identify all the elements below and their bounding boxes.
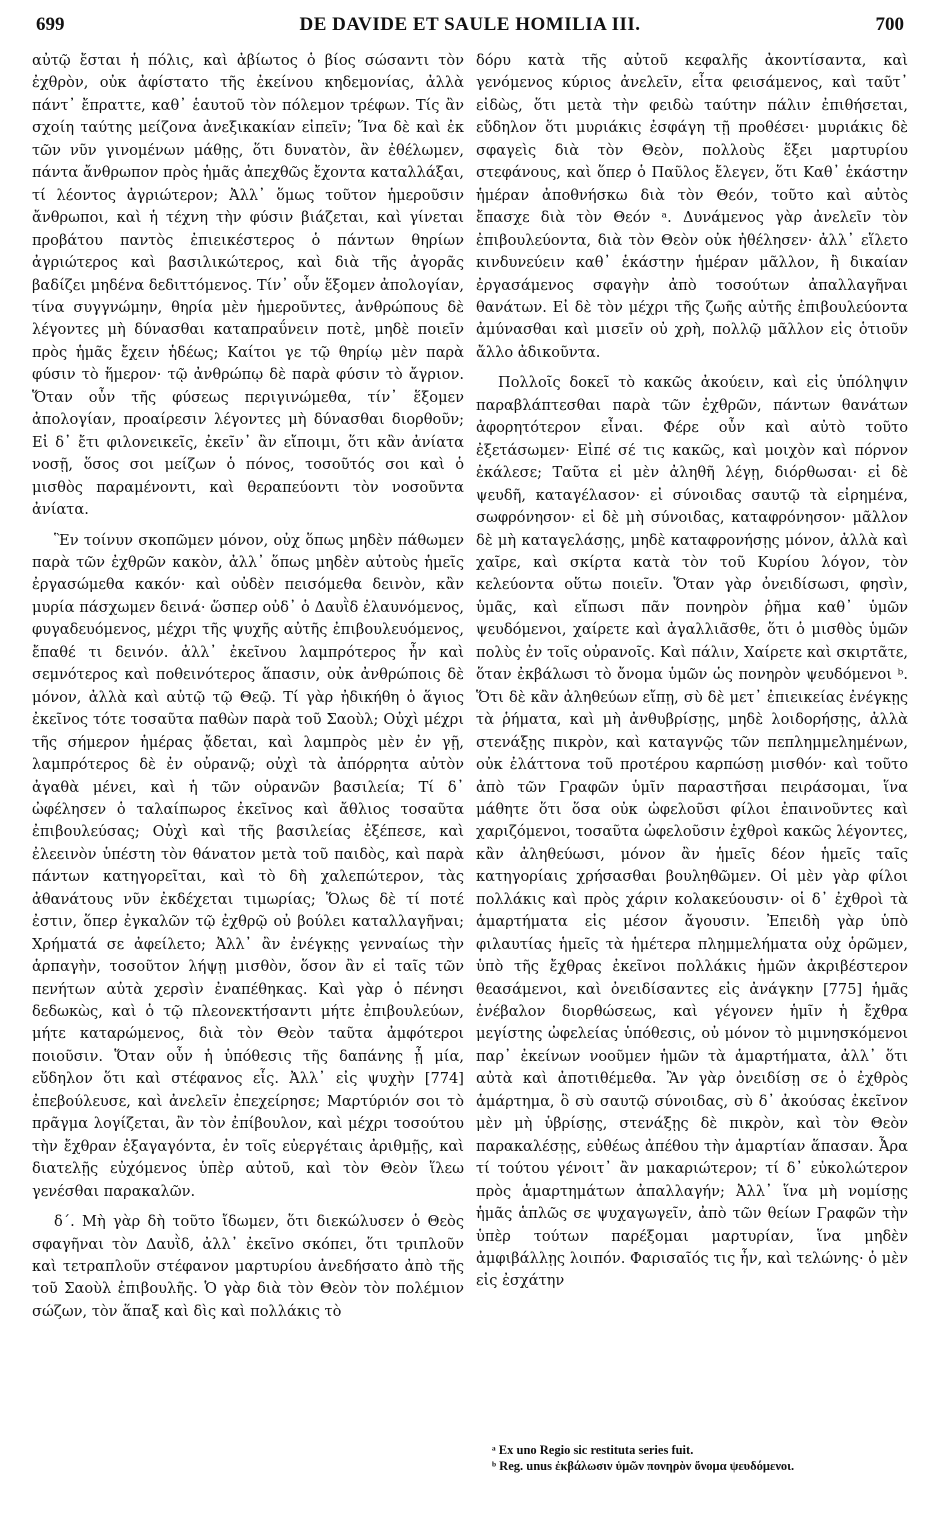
right-column bbox=[476, 50, 908, 1293]
footnote: ᵃ Ex uno Regio sic restituta series fuit. bbox=[492, 1443, 694, 1457]
paragraph: δόρυ κατὰ τῆς αὐτοῦ κεφαλῆς ἀκοντίσαντα, καὶ γενόμενος κύριος ἀνελεῖν, εἶτα φεισάμενος, καὶ ταῦτ᾽ εἰδὼς, ὅτι μετὰ τὴν φειδὼ ταύτην πάλιν ἐπιθήσεται, εὔδηλον ὅτι μυριάκις ἐσφάγη τῇ προθέσει· μυριάκις δὲ σφαγεὶς διὰ τὸν Θεὸν, πολλοὺς ἕξει μαρτυρίου στεφάνους, καὶ ὅπερ ὁ Παῦλος ἔλεγεν, ὅτι Καθ᾽ ἑκάστην ἡμέραν ἀποθνήσκω διὰ τὸν Θεόν, τοῦτο καὶ αὐτὸς ἔπασχε διὰ τὸν Θεόν ᵃ. Δυνάμενος γὰρ ἀνελεῖν τὸν ἐπιβουλεύοντα, διὰ τὸν Θεὸν οὐκ ἠθέλησεν· ἀλλ᾽ εἵλετο κινδυνεύειν καθ᾽ ἑκάστην ἡμέραν μᾶλλον, ἢ δικαίαν ἐργασάμενος σφαγὴν ἀπὸ τοσούτων ἀπαλλαγῆναι θανάτων. Εἰ δὲ τὸν μέχρι τῆς ζωῆς αὐτῆς ἐπιβουλεύοντα ἀμύνασθαι καὶ μισεῖν οὐ χρὴ, πολλῷ μᾶλλον εἰς ὁτιοῦν ἄλλο ἀδικοῦντα. bbox=[476, 52, 908, 361]
paragraph: Πολλοῖς δοκεῖ τὸ κακῶς ἀκούειν, καὶ εἰς ὑπόληψιν παραβλάπτεσθαι παρὰ τῶν ἐχθρῶν, πάντων θανάτων ἀφορητότερον εἶναι. Φέρε οὖν καὶ αὐτὸ τοῦτο ἐξετάσωμεν· Εἰπέ σέ τις κακῶς, καὶ μοιχὸν καὶ πόρνον ἐκάλεσε; Ταῦτα εἰ μὲν ἀληθῆ λέγῃ, διόρθωσαι· εἰ δὲ ψευδῆ, καταγέλασον· εἰ σύνοιδας σαυτῷ τὰ εἰρημένα, σωφρόνησον· εἰ δὲ μὴ σύνοιδας, καταφρόνησον· μᾶλλον δὲ μὴ καταγελάσῃς, μηδὲ καταφρονήσῃς μόνον, ἀλλὰ καὶ χαῖρε, καὶ σκίρτα κατὰ τὸν τοῦ Κυρίου λόγον, τὸν κελεύοντα οὕτω ποιεῖν. Ὅταν γὰρ ὀνειδίσωσι, φησὶν, ὑμᾶς, καὶ εἴπωσι πᾶν πονηρὸν ῥῆμα καθ᾽ ὑμῶν ψευδόμενοι, χαίρετε καὶ ἀγαλλιᾶσθε, ὅτι ὁ μισθὸς ὑμῶν πολὺς ἐν τοῖς οὐρανοῖς. Καὶ πάλιν, Χαίρετε καὶ σκιρτᾶτε, ὅταν ἐκβάλωσι τὸ ὄνομα ὑμῶν ὡς πονηρὸν ψευδόμενοι ᵇ. Ὅτι δὲ κἂν ἀληθεύων εἴπῃ, σὺ δὲ μετ᾽ ἐπιεικείας ἐνέγκῃς τὰ ῥήματα, καὶ μὴ ἀνθυβρίσῃς, μηδὲ λοιδορήσῃς, ἀλλὰ στενάξῃς πικρὸν, καὶ καταγνῷς τῶν πεπλημμελημένων, οὐκ ἐλάττονα τοῦ προτέρου καρπώσῃ μισθόν· καὶ τοῦτο ἀπὸ τῶν Γραφῶν ὑμῖν παραστῆσαι πειράσομαι, ἵνα μάθητε ὅτι ὅσα οὐκ ὠφελοῦσι φίλοι ἐπαινοῦντες καὶ χαριζόμενοι, τοσαῦτα ὠφελοῦσιν ἐχθροὶ κακῶς λέγοντες, κἂν ἀληθεύωσι, μόνον ἂν ἡμεῖς δέον ἡμεῖς ταῖς κατηγορίαις χρήσασθαι βουληθῶμεν. Οἱ μὲν γὰρ φίλοι πολλάκις καὶ πρὸς χάριν κολακεύουσιν· οἱ δ᾽ ἐχθροὶ τὰ ἁμαρτήματα εἰς μέσον ἄγουσιν. Ἐπειδὴ γὰρ ὑπὸ φιλαυτίας ἡμεῖς τὰ ἡμέτερα πλημμελήματα οὐχ ὁρῶμεν, ὑπὸ τῆς ἔχθρας ἐκεῖνοι πολλάκις ἡμῶν ἀκριβέστερον θεασάμενοι, καὶ ὀνειδίσαντες εἰς ἀνάγκην [775] ἡμᾶς ἐνέβαλον διορθώσεως, καὶ γέγονεν ἡμῖν ἡ ἔχθρα μεγίστης ὠφελείας ὑπόθεσις, οὐ μόνον τὸ μιμνησκόμενοι παρ᾽ ἐκείνων νοοῦμεν ἡμῶν τὰ ἁμαρτήματα, ἀλλ᾽ ὅτι αὐτὰ καὶ ἀποτιθέμεθα. Ἂν γὰρ ὀνειδίσῃ σε ὁ ἐχθρὸς ἁμάρτημα, ὃ σὺ σαυτῷ σύνοιδας, σὺ δ᾽ ἀκούσας ἐκεῖνον μὲν μὴ ὑβρίσῃς, στενάξῃς δὲ πικρὸν, καὶ τὸν Θεὸν παρακαλέσῃς, εὐθέως ἀπέθου τὴν ἁμαρτίαν ἅπασαν. Ἆρα τί τούτου γένοιτ᾽ ἂν μακαριώτερον; τί δ᾽ εὐκολώτερον πρὸς ἁμαρτημάτων ἀπαλλαγήν; Ἀλλ᾽ ἵνα μὴ νομίσῃς ἡμᾶς ἁπλῶς σε ψυχαγωγεῖν, ἀπὸ τῶν θείων Γραφῶν τὴν ὑπὲρ τούτων παρέξομαι μαρτυρίαν, ἵνα μηδὲν ἀμφιβάλλῃς λοιπόν. Φαρισαῖός τις ἦν, καὶ τελώνης· ὁ μὲν εἰς ἐσχάτην bbox=[476, 374, 908, 1290]
page-number-left: 699 bbox=[36, 14, 65, 35]
footnote: ᵇ Reg. unus ἐκβάλωσιν ὑμῶν πονηρὸν ὄνομα ψευδόμενοι. bbox=[492, 1459, 795, 1473]
running-title: DE DAVIDE ET SAULE HOMILIA III. bbox=[299, 14, 641, 35]
paragraph: αὐτῷ ἔσται ἡ πόλις, καὶ ἀβίωτος ὁ βίος σώσαντι τὸν ἐχθρὸν, οὐκ ἀφίστατο τῆς ἐκείνου κηδεμονίας, ἀλλὰ πάντ᾽ ἔπραττε, καθ᾽ ἑαυτοῦ τὸν πόλεμον τρέφων. Τίς ἂν σχοίη ταύτης μείζονα ἀνεξικακίαν εἰπεῖν; Ἵνα δὲ καὶ ἐκ τῶν νῦν γινομένων μάθῃς, ὅτι δυνατὸν, ἂν ἐθέλωμεν, πάντα ἄνθρωπον πρὸς ἡμᾶς ἀπεχθῶς ἔχοντα καταλλάξαι, τί λέοντος ἀγριώτερον; Ἀλλ᾽ ὅμως τοῦτον ἡμεροῦσιν ἄνθρωποι, καὶ ἡ τέχνη τὴν φύσιν βιάζεται, καὶ γίνεται προβάτου παντὸς ἐπιεικέστερος ὁ πάντων θηρίων ἀγριώτερος καὶ βασιλικώτερος, καὶ διὰ τῆς ἀγορᾶς βαδίζει μηδένα δεδιττόμενος. Τίν᾽ οὖν ἕξομεν ἀπολογίαν, τίνα συγγνώμην, θηρία μὲν ἡμεροῦντες, ἀνθρώπους δὲ λέγοντες μὴ δύνασθαι καταπραΰνειν ποτὲ, μηδὲ ποιεῖν πρὸς ἡμᾶς ἔχειν ἡδέως; Καίτοι γε τῷ θηρίῳ μὲν παρὰ φύσιν τὸ ἥμερον· τῷ ἀνθρώπῳ δὲ παρὰ φύσιν τὸ ἄγριον. Ὅταν οὖν τῆς φύσεως περιγινώμεθα, τίν᾽ ἕξομεν ἀπολογίαν, προαίρεσιν λέγοντες μὴ δύνασθαι διορθοῦν; Εἰ δ᾽ ἔτι φιλονεικεῖς, ἐκεῖν᾽ ἂν εἴποιμι, ὅτι κἂν ἀνίατα νοσῇ, ὅσος σοι μείζων ὁ πόνος, τοσοῦτός σοι καὶ ὁ μισθὸς παραμένοντι, καὶ θεραπεύοντι τὸν νοσοῦντα ἀνίατα. bbox=[32, 52, 464, 519]
left-column bbox=[32, 50, 464, 1323]
footnotes bbox=[492, 1442, 904, 1474]
section-paragraph: δ΄. Μὴ γὰρ δὴ τοῦτο ἴδωμεν, ὅτι διεκώλυσεν ὁ Θεὸς σφαγῆναι τὸν Δαυῒδ, ἀλλ᾽ ἐκεῖνο σκόπει, ὅτι τριπλοῦν καὶ τετραπλοῦν στέφανον μαρτυρίου ἀνεδήσατο ἀπὸ τῆς τοῦ Σαοὺλ ἐπιβουλῆς. Ὁ γὰρ διὰ τὸν Θεὸν τὸν πολέμιον σώζων, τὸν ἅπαξ καὶ δὶς καὶ πολλάκις τὸ bbox=[32, 1213, 464, 1320]
paragraph: Ἓν τοίνυν σκοπῶμεν μόνον, οὐχ ὅπως μηδὲν πάθωμεν παρὰ τῶν ἐχθρῶν κακὸν, ἀλλ᾽ ὅπως μηδὲν αὐτοὺς ἡμεῖς ἐργασώμεθα κακόν· καὶ οὐδὲν πεισόμεθα δεινὸν, κἂν μυρία πάσχωμεν δεινά· ὥσπερ οὐδ᾽ ὁ Δαυῒδ ἐλαυνόμενος, φυγαδευόμενος, μέχρι τῆς ψυχῆς αὐτῆς ἐπιβουλευόμενος, ἔπαθέ τι δεινόν. ἀλλ᾽ ἐκεῖνου λαμπρότερος ἦν καὶ σεμνότερος καὶ ποθεινότερος ἅπασιν, οὐκ ἀνθρώποις δὲ μόνον, ἀλλὰ καὶ αὐτῷ τῷ Θεῷ. Τί γὰρ ἠδικήθη ὁ ἅγιος ἐκεῖνος τότε τοσαῦτα παθὼν παρὰ τοῦ Σαοὺλ; Οὐχὶ μέχρι τῆς σήμερον ἡμέρας ᾄδεται, καὶ λαμπρὸς μὲν ἐν γῇ, λαμπρότερος δὲ ἐν οὐρανῷ; οὐχὶ τὰ ἀπόρρητα αὐτὸν ἀγαθὰ μένει, καὶ ἡ τῶν οὐρανῶν βασιλεία; Τί δ᾽ ὠφέλησεν ὁ ταλαίπωρος ἐκεῖνος καὶ ἄθλιος τοσαῦτα ἐπιβουλεύσας; Οὐχὶ καὶ τῆς βασιλείας ἐξέπεσε, καὶ ἐλεεινὸν ὑπέστη τὸν θάνατον μετὰ τοῦ παιδὸς, καὶ παρὰ πάντων κατηγορεῖται, καὶ τὸ δὴ χαλεπώτερον, τὰς ἀθανάτους νῦν ἐκδέχεται τιμωρίας; Ὅλως δὲ τί ποτέ ἐστιν, ὅπερ ἐγκαλῶν τῷ ἐχθρῷ οὐ βούλει καταλλαγῆναι; Χρήματά σε ἀφείλετο; Ἀλλ᾽ ἂν ἐνέγκῃς γενναίως τὴν ἁρπαγὴν, τοσοῦτον λήψῃ μισθὸν, ὅσον ἂν εἰ ταῖς τῶν πενήτων αὐτὰ χερσὶν ἐναπέθηκας. Καὶ γὰρ ὁ πένησι δεδωκὼς, καὶ ὁ τῷ πλεονεκτήσαντι μήτε ἐπιβουλεύων, μήτε καταρώμενος, διὰ τὸν Θεὸν ταῦτα ἀμφότεροι ποιοῦσιν. Ὅταν οὖν ἡ ὑπόθεσις τῆς δαπάνης ᾖ μία, εὔδηλον ὅτι καὶ στέφανος εἷς. Ἀλλ᾽ εἰς ψυχὴν [774] ἐπεβούλευσε, καὶ ἀνελεῖν ἐπεχείρησε; Μαρτύριόν σοι τὸ πρᾶγμα λογίζεται, ἂν τὸν ἐπίβουλον, καὶ μέχρι τοσούτου τὴν ἔχθραν ἐξαγαγόντα, ἐν τοῖς εὐεργέταις ἀριθμῇς, καὶ διατελῇς εὐχόμενος ὑπὲρ αὐτοῦ, καὶ τὸν Θεὸν ἵλεω γενέσθαι παρακαλῶν. bbox=[32, 531, 464, 1200]
page-number-right: 700 bbox=[875, 14, 904, 35]
running-header bbox=[36, 14, 904, 44]
